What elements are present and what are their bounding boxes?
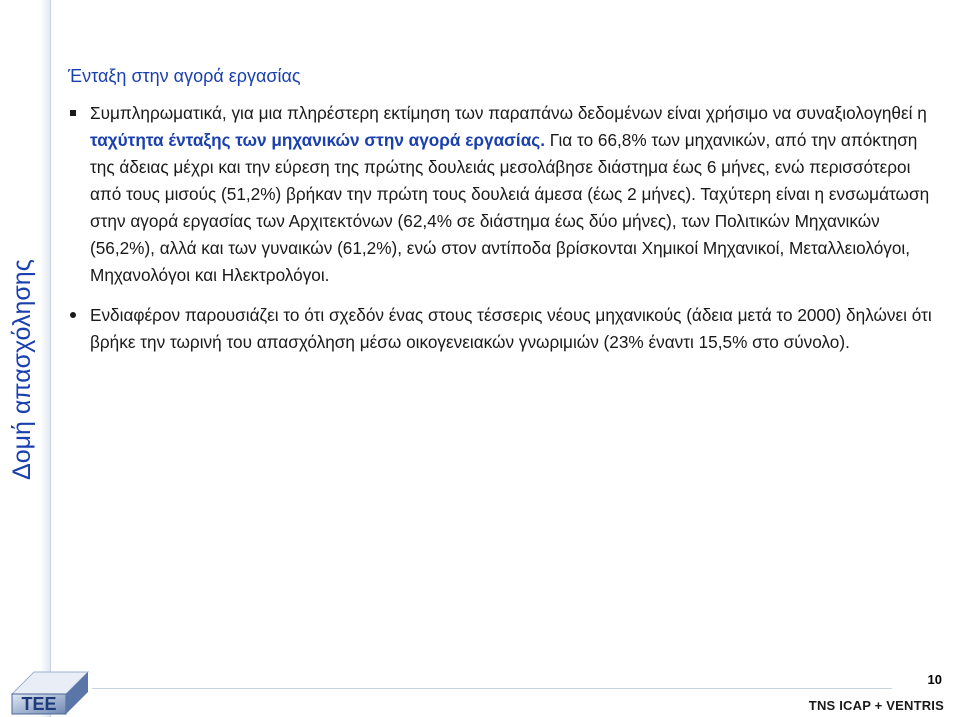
footer-divider	[92, 688, 892, 689]
bullet-text: Ενδιαφέρον παρουσιάζει το ότι σχεδόν ένας στους τέσσερις νέους μηχανικούς (άδεια μετά το 2000) δηλώνει ότι βρήκε την τωρινή του απασχόληση μέσω οικογενειακών γνωριμιών (23% έναντι 15,5% στο σύνολο).	[90, 305, 932, 352]
side-bar-fade	[40, 0, 50, 717]
bullet-text-part1: Συμπληρωματικά, για μια πληρέστερη εκτίμηση των παραπάνω δεδομένων είναι χρήσιμο να συναξιολογηθεί η	[90, 103, 927, 123]
dot-bullet-icon	[70, 312, 76, 318]
square-bullet-icon	[70, 110, 76, 116]
side-title: Δομή απασχόλησης	[8, 259, 36, 480]
bullet-text-part2: Για το 66,8% των μηχανικών, από την απόκτηση της άδειας μέχρι και την εύρεση της πρώτης δουλειάς μεσολάβησε διάστημα έως 6 μήνες, ενώ περισσότεροι από τους μισούς (51,2%) βρήκαν την πρώτη τους δουλειά άμεσα (έως 2 μήνες). Ταχύτερη είναι η ενσωμάτωση στην αγορά εργασίας των Αρχιτεκτόνων (62,4% σε διάστημα έως δύο μήνες), των Πολιτικών Μηχανικών (56,2%), αλλά και των γυναικών (61,2%), ενώ στον αντίποδα βρίσκονται Χημικοί Μηχανικοί, Μεταλλειολόγοι, Μηχανολόγοι και Ηλεκτρολόγοι.	[90, 130, 930, 285]
page-number: 10	[927, 672, 942, 687]
section-heading: Ένταξη στην αγορά εργασίας	[68, 66, 301, 86]
bullet-list	[68, 100, 938, 356]
footer-brand: TNS ICAP + VENTRIS	[808, 698, 944, 713]
list-item	[68, 302, 938, 356]
bullet-text-bold: ταχύτητα ένταξης των μηχανικών στην αγορά εργασίας.	[90, 130, 545, 150]
logo-text: ΤΕΕ	[21, 694, 57, 714]
tee-logo	[4, 664, 94, 716]
list-item	[68, 100, 938, 289]
